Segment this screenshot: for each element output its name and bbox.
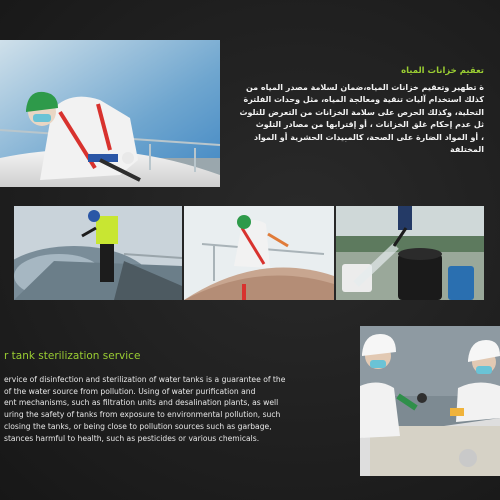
english-line: stances harmful to health, such as pesticides or various chemicals. (4, 433, 260, 443)
english-line: uring the safety of tanks from exposure to environmental pollution, such (4, 410, 281, 420)
english-heading: r tank sterilization service (4, 350, 141, 362)
strip-photo-yellow-vest-worker (14, 206, 182, 300)
strip-photo-harness-worker (184, 206, 334, 300)
arabic-line: التحلية، وكذلك الحرص على سلامة الخزانات من التعرض للتلوث (239, 107, 484, 117)
strip-photo-black-tank-worker (336, 206, 484, 300)
arabic-line: كذلك استخدام آليات تنقية ومعالجة المياه، مثل وحدات الفلترة (243, 95, 484, 105)
bottom-workers-photo (360, 326, 500, 476)
english-line: ervice of disinfection and sterilization of water tanks is a guarantee of the (4, 375, 286, 384)
arabic-heading: تعقيم خزانات المياه (401, 66, 484, 76)
english-line: closing the tanks, or being close to pollution sources such as garbage, (4, 421, 272, 431)
arabic-line: ثل عدم إحكام غلق الخزانات ، أو إقترابها من مصادر التلوث (255, 120, 484, 130)
arabic-description (236, 66, 484, 156)
arabic-line: المختلفة (449, 145, 484, 155)
english-description (0, 350, 350, 444)
arabic-line: ة تطهير وتعقيم خزانات المياه،ضمان لسلامة مصدر المياه من (245, 83, 484, 92)
english-line: ent mechanisms, such as filtration units and desalination plants, as well (4, 398, 279, 408)
english-line: of the water source from pollution. Using of water purification and (4, 386, 256, 396)
hero-worker-photo (0, 40, 220, 187)
arabic-line: ، أو المواد الضارة على الصحة، كالمبيدات الحشرية أو المواد (254, 132, 484, 142)
